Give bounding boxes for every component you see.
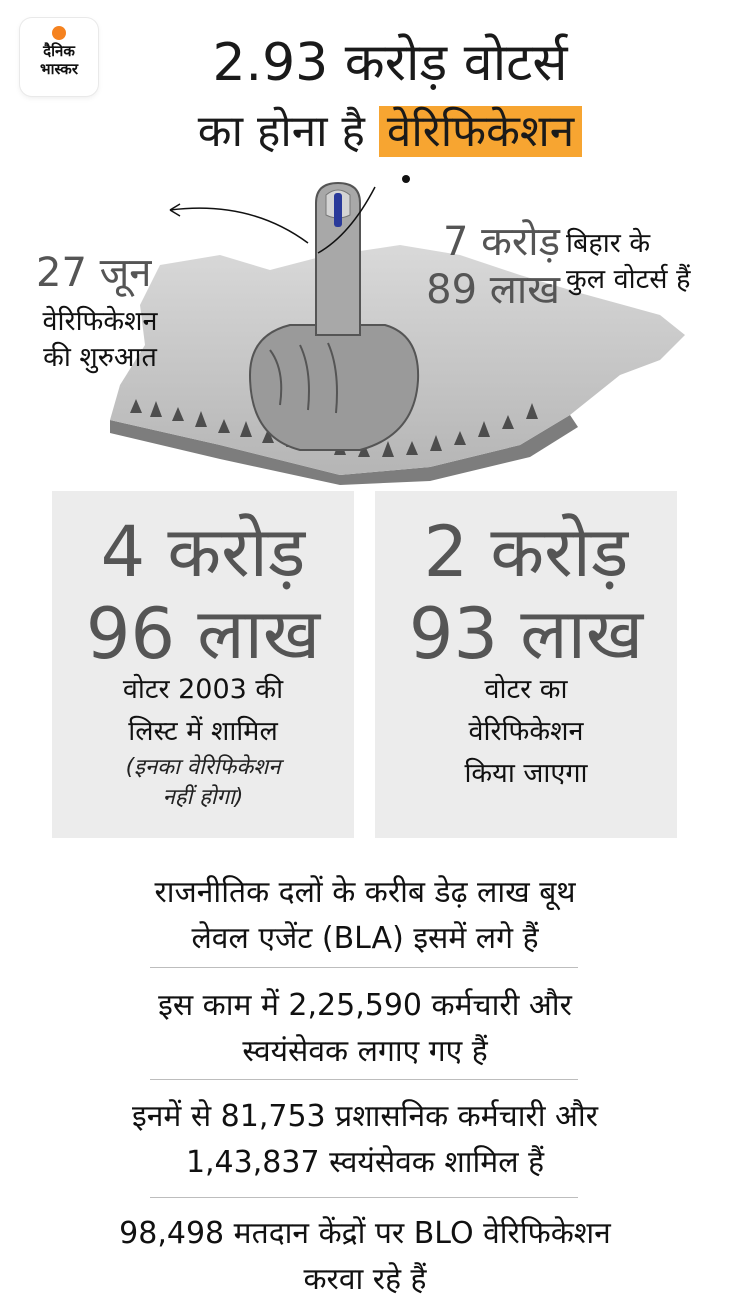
stat-big-line: 93 लाख bbox=[408, 593, 644, 675]
pointer-dot bbox=[402, 175, 410, 183]
stat-description bbox=[375, 669, 677, 795]
arrow-to-date bbox=[170, 208, 308, 243]
total-voters-number bbox=[400, 218, 560, 314]
stat-big-line: 2 करोड़ bbox=[423, 511, 629, 593]
start-text bbox=[20, 304, 180, 376]
fact-workers bbox=[60, 983, 670, 1075]
stat-box-verification bbox=[375, 491, 677, 838]
total-text-line: बिहार के bbox=[566, 228, 651, 259]
fact-staff-breakdown bbox=[60, 1094, 670, 1186]
stat-description bbox=[52, 669, 354, 753]
fact-line: राजनीतिक दलों के करीब डेढ़ लाख बूथ bbox=[154, 875, 576, 910]
stat-big-line: 4 करोड़ bbox=[100, 511, 306, 593]
stat-desc-line: वोटर 2003 की bbox=[122, 674, 284, 705]
fact-line: इनमें से 81,753 प्रशासनिक कर्मचारी और bbox=[131, 1099, 599, 1134]
start-text-line: की शुरुआत bbox=[43, 342, 157, 373]
logo-text-line1: दैनिक bbox=[43, 42, 75, 60]
divider bbox=[150, 1079, 578, 1080]
dainik-bhaskar-logo bbox=[20, 18, 98, 96]
stat-desc-line: वेरिफिकेशन bbox=[468, 716, 584, 747]
total-number-line: 7 करोड़ bbox=[442, 219, 560, 265]
ink-mark bbox=[334, 193, 342, 227]
stat-desc-line: किया जाएगा bbox=[464, 758, 588, 789]
fact-line: लेवल एजेंट (BLA) इसमें लगे हैं bbox=[191, 921, 539, 956]
stat-note-line: (इनका वेरिफिकेशन bbox=[125, 755, 281, 780]
headline-highlight: वेरिफिकेशन bbox=[379, 106, 582, 157]
hand bbox=[250, 325, 418, 450]
fact-line: 98,498 मतदान केंद्रों पर BLO वेरिफिकेशन bbox=[119, 1216, 611, 1251]
stat-desc-line: वोटर का bbox=[484, 674, 568, 705]
total-voters-text bbox=[566, 226, 690, 298]
stat-big-number bbox=[375, 511, 677, 675]
stat-note bbox=[52, 753, 354, 813]
headline-line1: 2.93 करोड़ वोटर्स bbox=[212, 33, 568, 93]
start-date: 27 जून bbox=[36, 250, 152, 296]
bihar-map-illustration bbox=[100, 175, 690, 485]
fact-line: इस काम में 2,25,590 कर्मचारी और bbox=[158, 988, 572, 1023]
divider bbox=[150, 967, 578, 968]
fact-line: स्वयंसेवक लगाए गए हैं bbox=[242, 1034, 488, 1069]
start-text-line: वेरिफिकेशन bbox=[42, 306, 158, 337]
headline-line2-prefix: का होना है bbox=[197, 106, 365, 157]
stat-desc-line: लिस्ट में शामिल bbox=[128, 716, 278, 747]
headline-line2 bbox=[110, 104, 670, 160]
divider bbox=[150, 1197, 578, 1198]
logo-sun-icon bbox=[52, 26, 66, 40]
logo-text-line2: भास्कर bbox=[40, 60, 78, 78]
stat-note-line: नहीं होगा) bbox=[162, 785, 244, 810]
fact-bla-agents bbox=[60, 870, 670, 962]
stat-big-number bbox=[52, 511, 354, 675]
stat-big-line: 96 लाख bbox=[85, 593, 321, 675]
stat-box-2003-list bbox=[52, 491, 354, 838]
fact-line: 1,43,837 स्वयंसेवक शामिल हैं bbox=[185, 1145, 545, 1180]
total-number-line: 89 लाख bbox=[426, 267, 560, 313]
fact-polling-centers bbox=[60, 1211, 670, 1303]
fact-line: करवा रहे हैं bbox=[303, 1262, 427, 1297]
total-text-line: कुल वोटर्स हैं bbox=[566, 264, 691, 295]
